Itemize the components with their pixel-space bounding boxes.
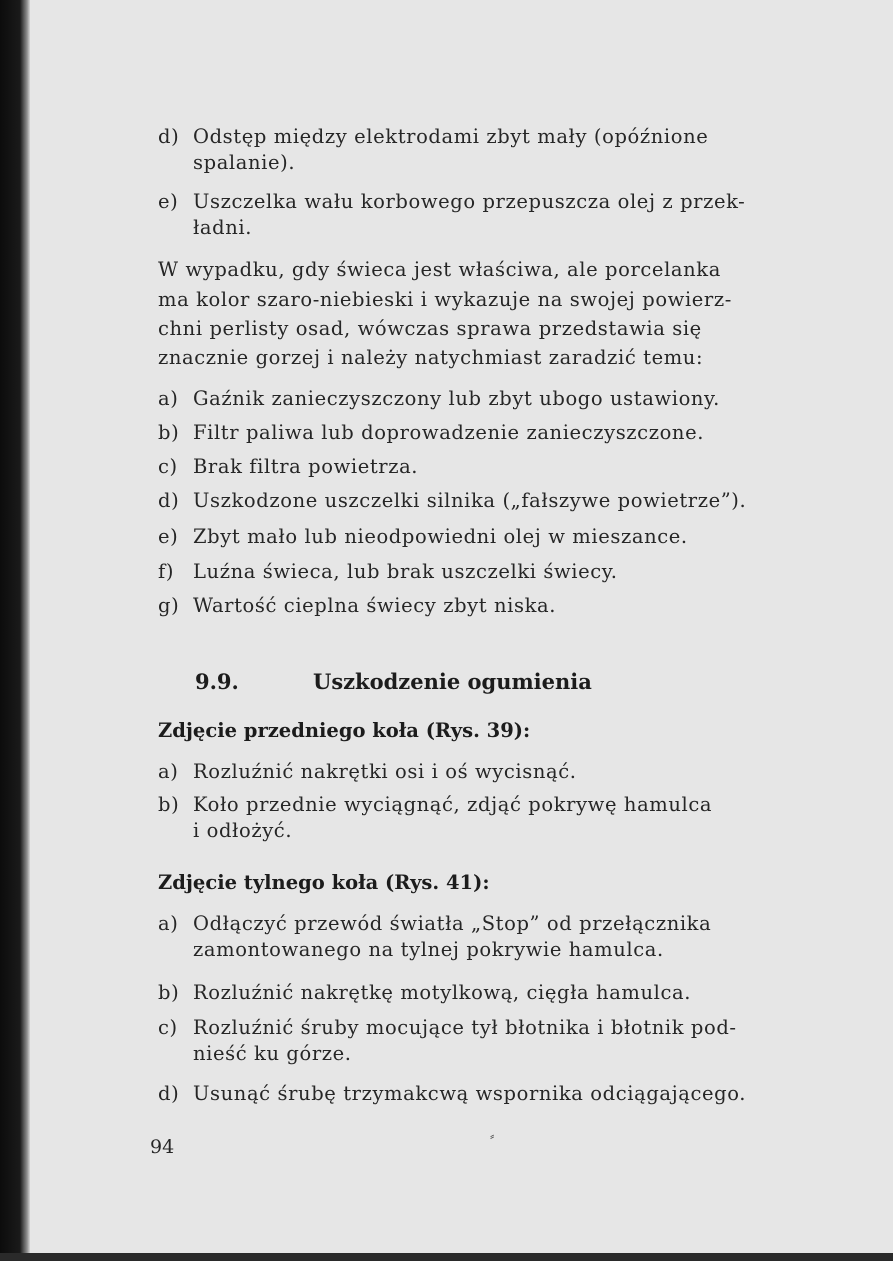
list-item-line: Brak filtra powietrza. bbox=[193, 455, 419, 478]
list-item-line: i odłożyć. bbox=[193, 819, 293, 842]
list-item-line: Rozluźnić nakrętkę motylkową, cięgła hamulca. bbox=[193, 981, 692, 1004]
list-item-line: nieść ku górze. bbox=[193, 1042, 352, 1065]
list-item-line: zamontowanego na tylnej pokrywie hamulca. bbox=[193, 938, 664, 961]
section-title: Uszkodzenie ogumienia bbox=[313, 669, 592, 694]
list-item-line: Rozluźnić nakrętki osi i oś wycisnąć. bbox=[193, 760, 577, 783]
list-item-line: Odstęp między elektrodami zbyt mały (opóźnione bbox=[193, 125, 709, 148]
list-item-label: e) bbox=[158, 525, 179, 548]
list-item-line: Luźna świeca, lub brak uszczelki świecy. bbox=[193, 560, 618, 583]
list-item-line: Gaźnik zanieczyszczony lub zbyt ubogo ustawiony. bbox=[193, 387, 720, 410]
list-item-label: d) bbox=[158, 489, 180, 512]
book-spine-shadow bbox=[0, 0, 30, 1261]
list-item-label: b) bbox=[158, 793, 180, 816]
paragraph-line: ma kolor szaro-niebieski i wykazuje na swojej powierz- bbox=[158, 288, 732, 311]
list-item-line: Wartość cieplna świecy zbyt niska. bbox=[193, 594, 557, 617]
list-item-line: Filtr paliwa lub doprowadzenie zanieczyszczone. bbox=[193, 421, 705, 444]
list-item-label: a) bbox=[158, 387, 179, 410]
list-item-label: a) bbox=[158, 760, 179, 783]
scan-bottom-edge bbox=[0, 1253, 893, 1261]
page-number: 94 bbox=[150, 1136, 175, 1158]
list-item-label: b) bbox=[158, 421, 180, 444]
paragraph-line: chni perlisty osad, wówczas sprawa przedstawia się bbox=[158, 317, 702, 340]
list-item-line: Odłączyć przewód światła „Stop” od przełącznika bbox=[193, 912, 712, 935]
section-number: 9.9. bbox=[195, 669, 239, 694]
list-item-line: spalanie). bbox=[193, 151, 296, 174]
paragraph-line: W wypadku, gdy świeca jest właściwa, ale porcelanka bbox=[158, 258, 721, 281]
list-item-line: Uszkodzone uszczelki silnika („fałszywe powietrze”). bbox=[193, 489, 747, 512]
list-item-line: Uszczelka wału korbowego przepuszcza olej z przek- bbox=[193, 190, 746, 213]
list-item-label: d) bbox=[158, 125, 180, 148]
list-item-label: a) bbox=[158, 912, 179, 935]
list-item-line: ładni. bbox=[193, 216, 253, 239]
list-item-label: e) bbox=[158, 190, 179, 213]
list-item-line: Zbyt mało lub nieodpowiedni olej w mieszance. bbox=[193, 525, 688, 548]
list-item-line: Rozluźnić śruby mocujące tył błotnika i błotnik pod- bbox=[193, 1016, 737, 1039]
list-item-label: g) bbox=[158, 594, 180, 617]
list-item-label: b) bbox=[158, 981, 180, 1004]
rear-wheel-heading: Zdjęcie tylnego koła (Rys. 41): bbox=[158, 871, 490, 894]
paragraph-line: znacznie gorzej i należy natychmiast zaradzić temu: bbox=[158, 346, 704, 369]
list-item-label: f) bbox=[158, 560, 175, 583]
list-item-label: c) bbox=[158, 455, 178, 478]
list-item-line: Koło przednie wyciągnąć, zdjąć pokrywę hamulca bbox=[193, 793, 713, 816]
list-item-label: d) bbox=[158, 1082, 180, 1105]
front-wheel-heading: Zdjęcie przedniego koła (Rys. 39): bbox=[158, 719, 531, 742]
list-item-label: c) bbox=[158, 1016, 178, 1039]
list-item-line: Usunąć śrubę trzymakcwą wspornika odciągającego. bbox=[193, 1082, 747, 1105]
scan-mark: ⸗ bbox=[490, 1129, 495, 1144]
